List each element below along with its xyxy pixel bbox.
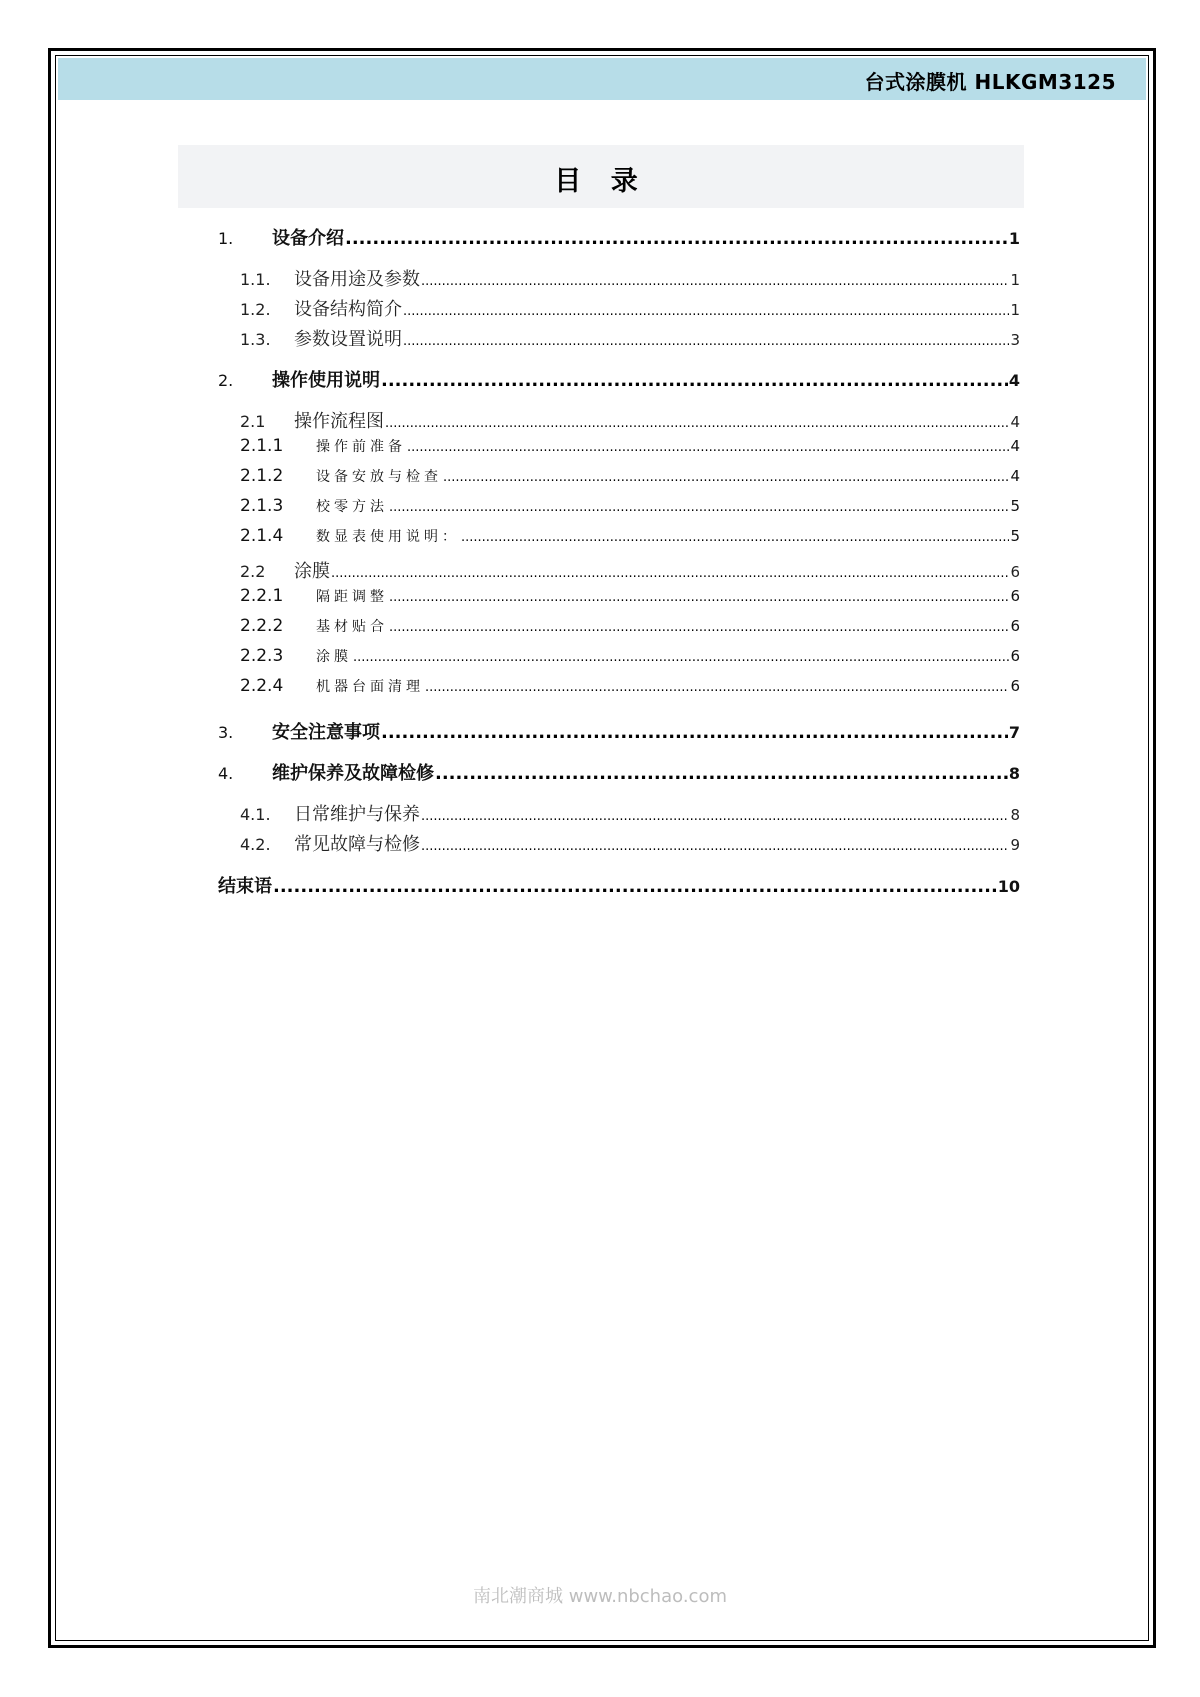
toc-entry[interactable] [218,557,1020,583]
toc-entry-page: 1 [1010,271,1020,289]
toc-entry-page: 4 [1010,437,1020,455]
toc-leader-dots [421,809,1009,824]
toc-entry-page: 1 [1010,301,1020,319]
toc-entry-label: 日常维护与保养 [294,804,420,825]
toc-entry-page: 4 [1008,371,1020,390]
toc-entry-number: 2.2.1 [240,586,284,606]
toc-entry-page: 6 [1010,563,1020,581]
toc-entry[interactable] [218,646,1020,666]
toc-entry-page: 8 [1008,764,1020,783]
toc-entry-number: 2.1 [240,412,266,431]
toc-leader-dots [381,370,1008,391]
toc-entry[interactable] [218,586,1020,606]
toc-entry-page: 10 [997,877,1020,896]
toc-entry-number: 2.1.2 [240,466,284,486]
toc-entry-label: 操作使用说明 [272,370,380,391]
toc-entry[interactable] [218,366,1020,392]
toc-title-band [178,145,1024,208]
toc-entry-page: 5 [1010,527,1020,545]
toc-entry-number: 2.1.1 [240,436,284,456]
toc-entry[interactable] [218,295,1020,321]
header-band [58,58,1146,100]
toc-leader-dots [273,876,997,897]
toc-entry[interactable] [218,325,1020,351]
toc-leader-dots [389,620,1009,635]
toc-entry-label: 参数设置说明 [294,329,402,350]
toc-entry-label: 操作流程图 [294,411,384,432]
toc-leader-dots [381,722,1008,743]
document-header-title: 台式涂膜机 HLKGM3125 [864,70,1116,94]
toc-entry-number: 4. [218,764,234,783]
toc-entry[interactable] [218,800,1020,826]
toc-entry[interactable] [218,526,1020,546]
toc-entry-label: 操作前准备 [316,439,406,455]
toc-leader-dots [385,416,1009,431]
toc-entry[interactable] [218,466,1020,486]
toc-entry-number: 3. [218,723,234,742]
toc-leader-dots [389,500,1009,515]
toc-entry-page: 3 [1010,331,1020,349]
toc-leader-dots [389,590,1009,605]
toc-entry[interactable] [218,718,1020,744]
toc-entry-number: 4.1. [240,805,271,824]
toc-entry-label: 安全注意事项 [272,722,380,743]
toc-title: 目 录 [554,166,648,197]
toc-entry-page: 6 [1010,677,1020,695]
toc-leader-dots [403,334,1009,349]
toc-entry[interactable] [218,407,1020,433]
toc-leader-dots [425,680,1009,695]
toc-entry-number: 1.3. [240,330,271,349]
toc-entry-label: 数显表使用说明： [316,529,460,545]
toc-entry-number: 2.2.3 [240,646,284,666]
toc-entry-label: 维护保养及故障检修 [272,763,434,784]
toc-entry[interactable] [218,265,1020,291]
toc-entry-page: 6 [1010,617,1020,635]
toc-entry-page: 5 [1010,497,1020,515]
toc-entry-number: 1. [218,229,234,248]
toc-leader-dots [421,274,1009,289]
toc-entry[interactable] [218,616,1020,636]
toc-entry-label: 基材贴合 [316,619,388,635]
toc-leader-dots [461,530,1009,545]
toc-entry[interactable] [218,224,1020,250]
toc-entry-number: 2. [218,371,234,390]
toc-entry-number: 1.2. [240,300,271,319]
toc-entry-number: 1.1. [240,270,271,289]
toc-entry-page: 9 [1010,836,1020,854]
toc-leader-dots [407,440,1009,455]
toc-entry-label: 常见故障与检修 [294,834,420,855]
toc-entry-label: 隔距调整 [316,589,388,605]
toc-entry[interactable] [218,830,1020,856]
toc-entry-label: 设备结构简介 [294,299,402,320]
toc-entry-page: 4 [1010,413,1020,431]
toc-entry-number: 2.2.4 [240,676,284,696]
toc-leader-dots [443,470,1009,485]
toc-entry[interactable] [218,759,1020,785]
toc-entry-label: 结束语 [218,876,272,897]
toc-leader-dots [403,304,1009,319]
toc-entry-label: 设备介绍 [272,228,344,249]
toc-entry[interactable] [218,496,1020,516]
toc-entry-number: 2.2 [240,562,266,581]
toc-entry-label: 机器台面清理 [316,679,424,695]
toc-entry-number: 2.1.4 [240,526,284,546]
toc-entry-page: 8 [1010,806,1020,824]
toc-leader-dots [353,650,1009,665]
toc-entry-label: 校零方法 [316,499,388,515]
toc-entry-page: 6 [1010,647,1020,665]
toc-entry-number: 2.2.2 [240,616,284,636]
toc-entry-number: 2.1.3 [240,496,284,516]
toc-entry-page: 4 [1010,467,1020,485]
toc-leader-dots [421,839,1009,854]
footer-watermark: 南北潮商城 www.nbchao.com [473,1586,727,1607]
toc-entry-number: 4.2. [240,835,271,854]
toc-entry[interactable] [218,436,1020,456]
toc-leader-dots [435,763,1008,784]
toc-entry-label: 设备安放与检查 [316,469,442,485]
toc-leader-dots [331,566,1009,581]
toc-entry-label: 涂膜 [294,561,330,582]
toc-entry-page: 7 [1008,723,1020,742]
toc-entry-label: 设备用途及参数 [294,269,420,290]
toc-entry-label: 涂膜 [316,649,352,665]
toc-leader-dots [345,228,1008,249]
toc-entry-page: 1 [1008,229,1020,248]
toc-entry[interactable] [218,676,1020,696]
toc-entry[interactable] [218,872,1020,898]
toc-entry-page: 6 [1010,587,1020,605]
